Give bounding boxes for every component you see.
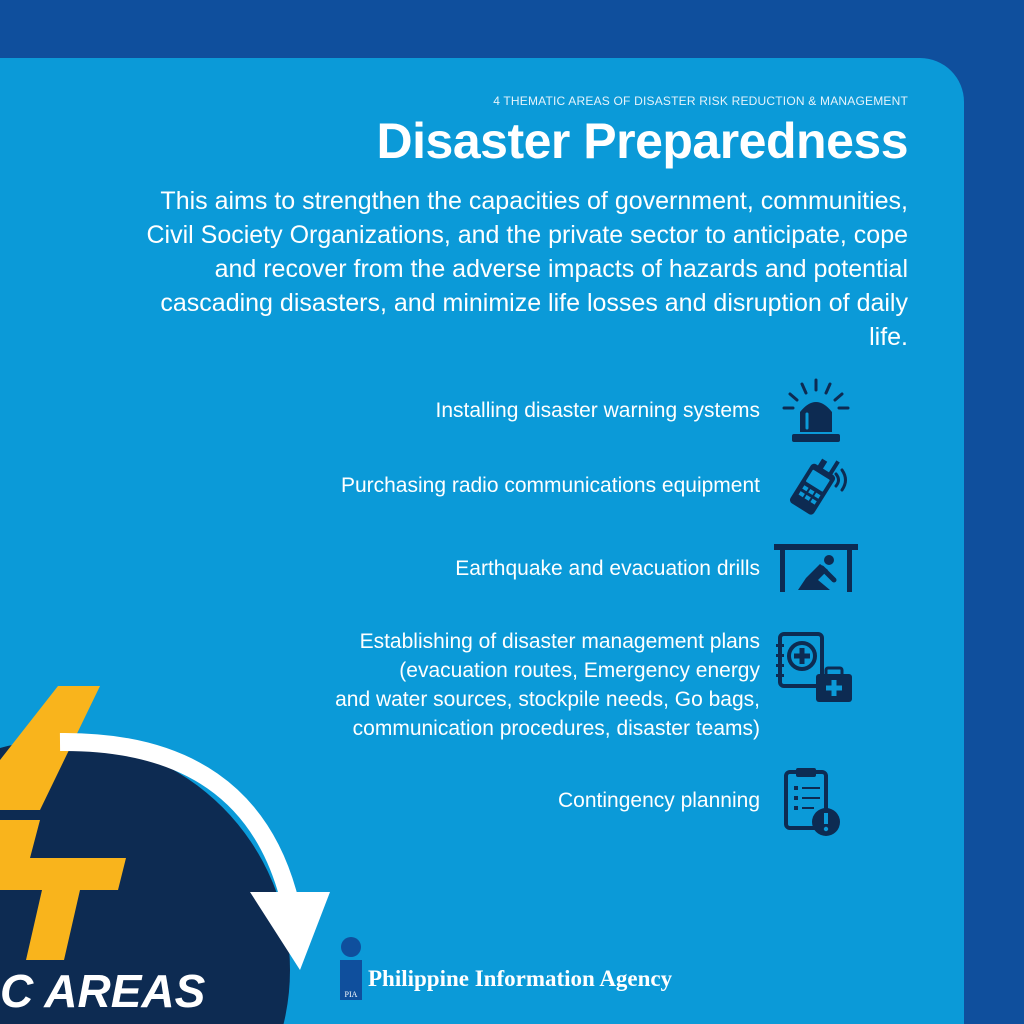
agency-name: Philippine Information Agency: [368, 966, 673, 991]
item-line: Earthquake and evacuation drills: [455, 557, 760, 580]
item-line: (evacuation routes, Emergency energy: [399, 659, 760, 682]
list-item-management-plans: [335, 627, 760, 743]
description-text: This aims to strengthen the capacities of government, communities, Civil Society Organizations, and the private sector to anticipate, cope and recover from the adverse impacts of hazards and potential cascading disasters, and minimize life losses and disruption of daily life.: [146, 187, 908, 351]
list-item-radio-equipment: [341, 471, 760, 500]
list-item-contingency: [558, 786, 760, 815]
list-item-warning-systems: [436, 396, 760, 425]
pia-logo-text: PIA: [344, 990, 358, 999]
thematic-areas-text: C AREAS: [0, 965, 206, 1017]
siren-icon: [780, 378, 852, 444]
kicker-text: 4 THEMATIC AREAS OF DISASTER RISK REDUCTION & MANAGEMENT: [493, 94, 908, 108]
item-line: Contingency planning: [558, 789, 760, 812]
clipboard-alert-icon: [782, 766, 844, 840]
item-line: communication procedures, disaster teams): [352, 717, 760, 740]
drop-cover-icon: [772, 542, 860, 594]
page-title: Disaster Preparedness: [376, 113, 908, 169]
medical-plan-kit-icon: [776, 630, 856, 706]
walkie-talkie-icon: [776, 452, 852, 520]
pia-logo: [338, 936, 364, 1002]
item-line: and water sources, stockpile needs, Go bags,: [335, 688, 760, 711]
list-item-drills: [455, 554, 760, 583]
item-line: Installing disaster warning systems: [435, 399, 760, 422]
item-line: Purchasing radio communications equipment: [340, 474, 760, 497]
item-line: Establishing of disaster management plans: [359, 630, 760, 653]
